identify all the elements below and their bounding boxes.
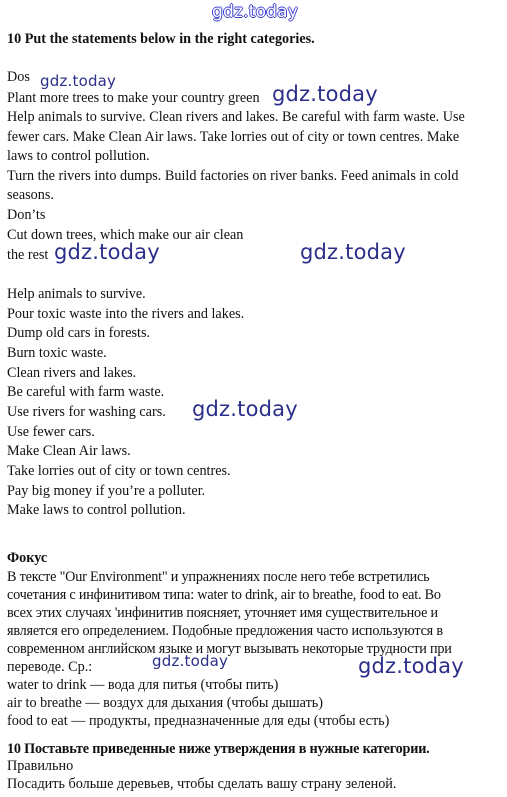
focus-line: В тексте "Our Environment" и упражнениях после него тебе встретились — [7, 569, 430, 585]
focus-line: air to breathe — воздух для дыхания (чтобы дышать) — [7, 695, 323, 711]
watermark: gdz.today — [54, 240, 160, 264]
dos-line: laws to control pollution. — [7, 148, 150, 164]
list-item: Pour toxic waste into the rivers and lakes. — [7, 306, 245, 322]
list-item: Take lorries out of city or town centres. — [7, 463, 231, 479]
list-item: Be careful with farm waste. — [7, 384, 165, 400]
list-item: Dump old cars in forests. — [7, 325, 151, 341]
donts-label: Don’ts — [7, 207, 46, 223]
watermark: gdz.today — [152, 652, 229, 670]
donts-line: Cut down trees, which make our air clean — [7, 227, 244, 243]
donts-line: the rest — [7, 247, 49, 263]
watermark-top: gdz.today — [212, 2, 299, 22]
dos-line: Plant more trees to make your country green — [7, 90, 260, 106]
dos-line: Help animals to survive. Clean rivers and lakes. Be careful with farm waste. Use — [7, 109, 465, 125]
russian-line: Посадить больше деревьев, чтобы сделать вашу страну зеленой. — [7, 776, 397, 792]
list-item: Clean rivers and lakes. — [7, 365, 137, 381]
focus-line: food to eat — продукты, предназначенные для еды (чтобы есть) — [7, 713, 390, 729]
list-item: Help animals to survive. — [7, 286, 146, 302]
focus-title: Фокус — [7, 550, 48, 566]
dos-line: seasons. — [7, 187, 54, 203]
watermark: gdz.today — [40, 72, 117, 90]
dos-label: Dos — [7, 69, 30, 85]
focus-line: всех этих случаях 'инфинитив поясняет, уточняет имя существительное и — [7, 605, 438, 621]
focus-line: современном английском языке и могут вызывать некоторые трудности при — [7, 641, 452, 657]
watermark: gdz.today — [272, 82, 378, 106]
list-item: Make Clean Air laws. — [7, 443, 131, 459]
watermark: gdz.today — [300, 240, 406, 264]
dos-line: Turn the rivers into dumps. Build factories on river banks. Feed animals in cold — [7, 168, 459, 184]
russian-heading: 10 Поставьте приведенные ниже утверждения в нужные категории. — [7, 741, 430, 757]
focus-line: сочетания с инфинитивом типа: water to drink, air to breathe, food to eat. Во — [7, 587, 441, 603]
list-item: Pay big money if you’re a polluter. — [7, 483, 206, 499]
watermark: gdz.today — [192, 397, 298, 421]
dos-line: fewer cars. Make Clean Air laws. Take lorries out of city or town centres. Make — [7, 129, 460, 145]
list-item: Use fewer cars. — [7, 424, 95, 440]
list-item: Use rivers for washing cars. — [7, 404, 166, 420]
russian-line: Правильно — [7, 758, 74, 774]
focus-line: переводе. Ср.: — [7, 659, 93, 675]
focus-line: является его определением. Подобные предложения часто используются в — [7, 623, 443, 639]
focus-line: water to drink — вода для питья (чтобы пить) — [7, 677, 279, 693]
watermark: gdz.today — [358, 654, 464, 678]
exercise-heading: 10 Put the statements below in the right categories. — [7, 31, 315, 47]
list-item: Burn toxic waste. — [7, 345, 107, 361]
list-item: Make laws to control pollution. — [7, 502, 186, 518]
